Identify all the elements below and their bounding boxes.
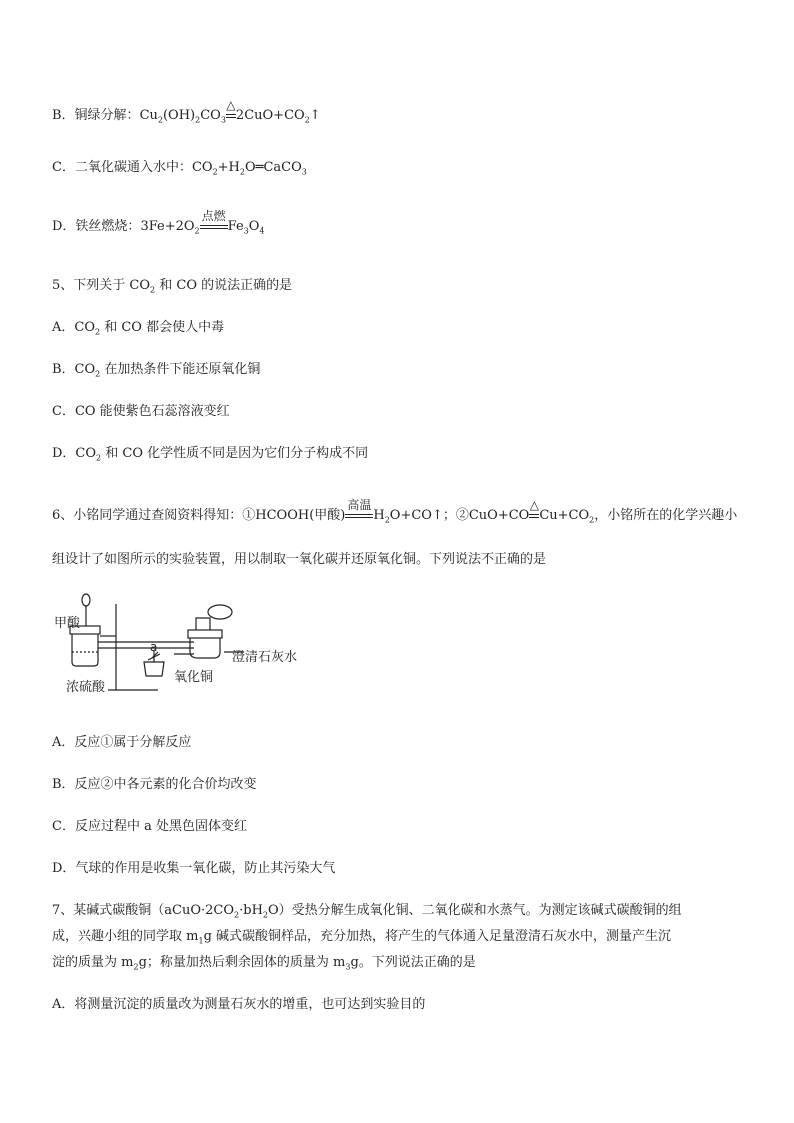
q6-option-a: A．反应①属于分解反应 xyxy=(52,735,192,750)
q6-stem-line1: 6、小铭同学通过查阅资料得知：①HCOOH(甲酸) 高温 $H_2O+CO↑$；②CuO+CO △ $Cu+CO_2$，小铭所在的化学兴趣小 xyxy=(52,498,738,525)
q5-option-a: A．$CO_2$ 和 CO 都会使人中毒 xyxy=(52,320,225,337)
q4-option-c: C．二氧化碳通入水中：$CO_2+H_2O═CaCO_3$ xyxy=(52,160,307,177)
q5-stem: 5、下列关于 $CO_2$ 和 CO 的说法正确的是 xyxy=(52,278,293,295)
label-conc-sulfuric-acid: 浓硫酸 xyxy=(66,680,106,695)
q4-option-d: D．铁丝燃烧：$3Fe+2O_2$ 点燃 $Fe_3O_4$ xyxy=(52,209,265,236)
heat-condition: △ xyxy=(226,107,236,125)
heat-condition-2: △ xyxy=(529,507,539,525)
q7-option-a: A．将测量沉淀的质量改为测量石灰水的增重，也可达到实验目的 xyxy=(52,997,426,1012)
q4-option-b: B．铜绿分解：$Cu_2(OH)_2CO_3$ △ $2CuO+CO_2↑$ xyxy=(52,98,321,125)
q6-option-d: D．气球的作用是收集一氧化碳，防止其污染大气 xyxy=(52,861,336,876)
label-position-a: a xyxy=(150,640,158,654)
q5-option-d: D．$CO_2$ 和 CO 化学性质不同是因为它们分子构成不同 xyxy=(52,446,369,463)
q6-option-b: B．反应②中各元素的化合价均改变 xyxy=(52,777,257,792)
q6-option-c: C．反应过程中 a 处黑色固体变红 xyxy=(52,819,247,834)
high-temp-condition: 高温 xyxy=(345,507,373,525)
label-limewater: 澄清石灰水 xyxy=(232,650,298,665)
label-copper-oxide: 氧化铜 xyxy=(174,670,214,685)
apparatus-figure xyxy=(48,590,308,700)
q5-option-c: C．CO 能使紫色石蕊溶液变红 xyxy=(52,404,230,419)
q5-option-b: B．$CO_2$ 在加热条件下能还原氧化铜 xyxy=(52,362,261,379)
ignite-condition: 点燃 xyxy=(200,218,228,236)
q7-stem-line2: 成，兴趣小组的同学取 $m_1g$ 碱式碳酸铜样品，充分加热，将产生的气体通入足量澄清石灰水中，测量产生沉 xyxy=(52,929,672,946)
q7-stem-line1: 7、某碱式碳酸铜$(aCuO\cdot 2CO_2\cdot bH_2O)$受热分解生成氧化铜、二氧化碳和水蒸气。为测定该碱式碳酸铜的组 xyxy=(52,903,682,920)
label-formic-acid: 甲酸 xyxy=(54,616,81,631)
q7-stem-line3: 淀的质量为 $m_2g$；称量加热后剩余固体的质量为 $m_3g$。下列说法正确的是 xyxy=(52,955,476,972)
q6-stem-line2: 组设计了如图所示的实验装置，用以制取一氧化碳并还原氧化铜。下列说法不正确的是 xyxy=(52,552,547,567)
